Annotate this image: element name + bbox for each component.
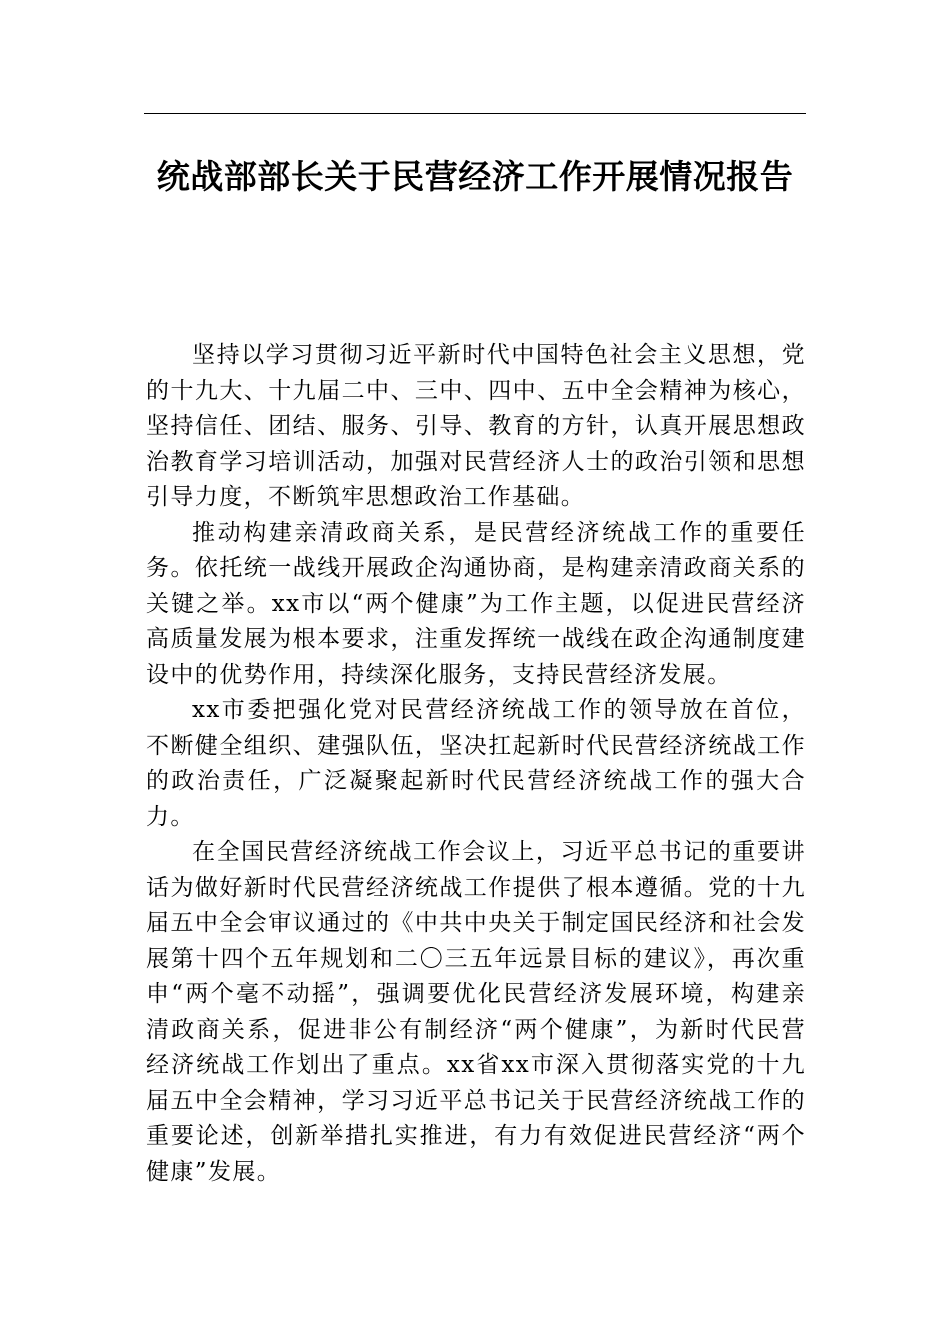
paragraph: 在全国民营经济统战工作会议上，习近平总书记的重要讲话为做好新时代民营经济统战工作提供了根本遵循。党的十九届五中全会审议通过的《中共中央关于制定国民经济和社会发展第十四个五年规划和二〇三五年远景目标的建议》，再次重申“两个毫不动摇”，强调要优化民营经济发展环境，构建亲清政商关系，促进非公有制经济“两个健康”，为新时代民营经济统战工作划出了重点。xx省xx市深入贯彻落实党的十九届五中全会精神，学习习近平总书记关于民营经济统战工作的重要论述，创新举措扎实推进，有力有效促进民营经济“两个健康”发展。 <box>146 839 806 1185</box>
paragraph: 推动构建亲清政商关系，是民营经济统战工作的重要任务。依托统一战线开展政企沟通协商，是构建亲清政商关系的关键之举。xx市以“两个健康”为工作主题，以促进民营经济高质量发展为根本要求，注重发挥统一战线在政企沟通制度建设中的优势作用，持续深化服务，支持民营经济发展。 <box>146 519 806 688</box>
paragraph: xx市委把强化党对民营经济统战工作的领导放在首位，不断健全组织、建强队伍，坚决扛起新时代民营经济统战工作的政治责任，广泛凝聚起新时代民营经济统战工作的强大合力。 <box>146 697 806 830</box>
paragraph: 坚持以学习贯彻习近平新时代中国特色社会主义思想，党的十九大、十九届二中、三中、四中、五中全会精神为核心，坚持信任、团结、服务、引导、教育的方针，认真开展思想政治教育学习培训活动，加强对民营经济人士的政治引领和思想引导力度，不断筑牢思想政治工作基础。 <box>146 342 806 510</box>
document-body <box>146 338 806 1190</box>
document-title: 统战部部长关于民营经济工作开展情况报告 <box>156 157 794 196</box>
header-rule <box>144 113 806 114</box>
